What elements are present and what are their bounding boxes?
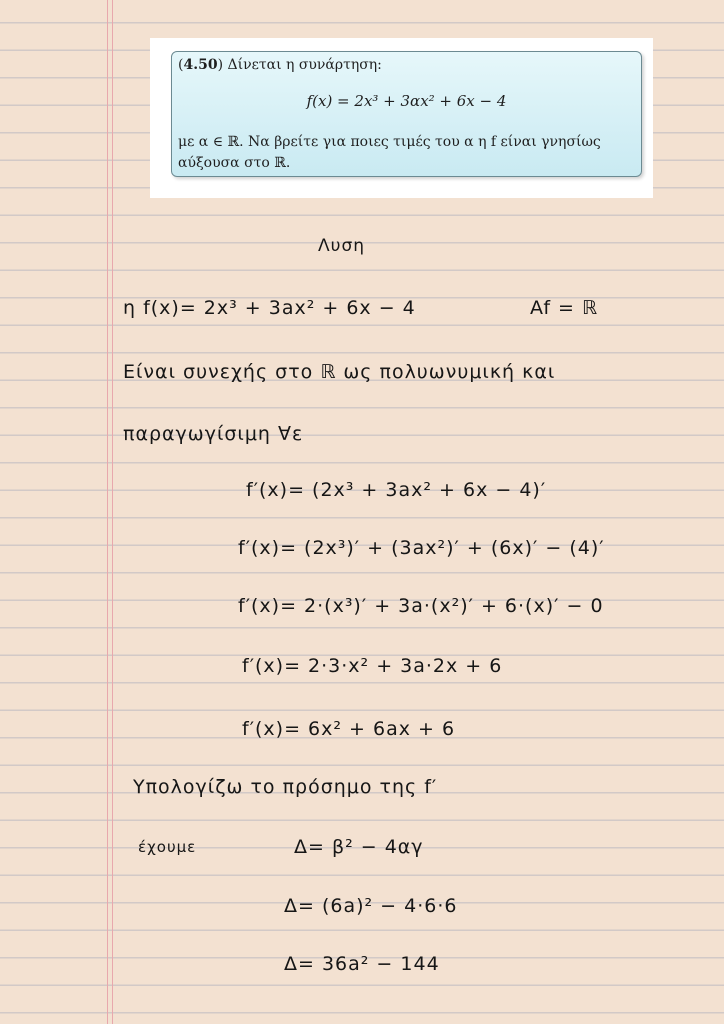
problem-header: (4.50) Δίνεται η συνάρτηση: [178,57,382,73]
margin-line [107,0,108,1024]
note-line-6: f′(x)= 2·(x³)′ + 3a·(x²)′ + 6·(x)′ − 0 [238,595,604,617]
note-line-7: f′(x)= 2·3·x² + 3a·2x + 6 [242,655,503,677]
note-line-11: Δ= (6a)² − 4·6·6 [284,895,458,917]
problem-formula: f(x) = 2x³ + 3αx² + 6x − 4 [306,92,507,110]
note-domain: Af = ℝ [530,297,599,319]
note-line-12: Δ= 36a² − 144 [284,953,440,975]
solution-title: Λυση [318,236,366,256]
note-line-2: Είναι συνεχής στο ℝ ως πολυωνυμική και [123,361,556,383]
note-line-10-label: έχουμε [138,838,197,856]
note-line-5: f′(x)= (2x³)′ + (3ax²)′ + (6x)′ − (4)′ [238,537,605,559]
problem-text: με α ∈ ℝ. Να βρείτε για ποιες τιμές του α η f είναι γνησίως αύξουσα στο ℝ. [178,134,601,171]
problem-number: 4.50 [183,57,218,73]
problem-intro: Δίνεται η συνάρτηση: [227,57,382,73]
note-line-4: f′(x)= (2x³ + 3ax² + 6x − 4)′ [246,479,547,501]
problem-box [171,51,642,177]
note-line-10-formula: Δ= β² − 4αγ [294,836,424,858]
problem-card [150,38,653,198]
note-line-9: Υπολογίζω το πρόσημο της f′ [133,776,438,798]
note-line-1: η f(x)= 2x³ + 3ax² + 6x − 4 [123,297,416,319]
note-line-3: παραγωγίσιμη ∀ε [123,423,304,445]
note-line-8: f′(x)= 6x² + 6ax + 6 [242,718,456,740]
margin-line [112,0,113,1024]
